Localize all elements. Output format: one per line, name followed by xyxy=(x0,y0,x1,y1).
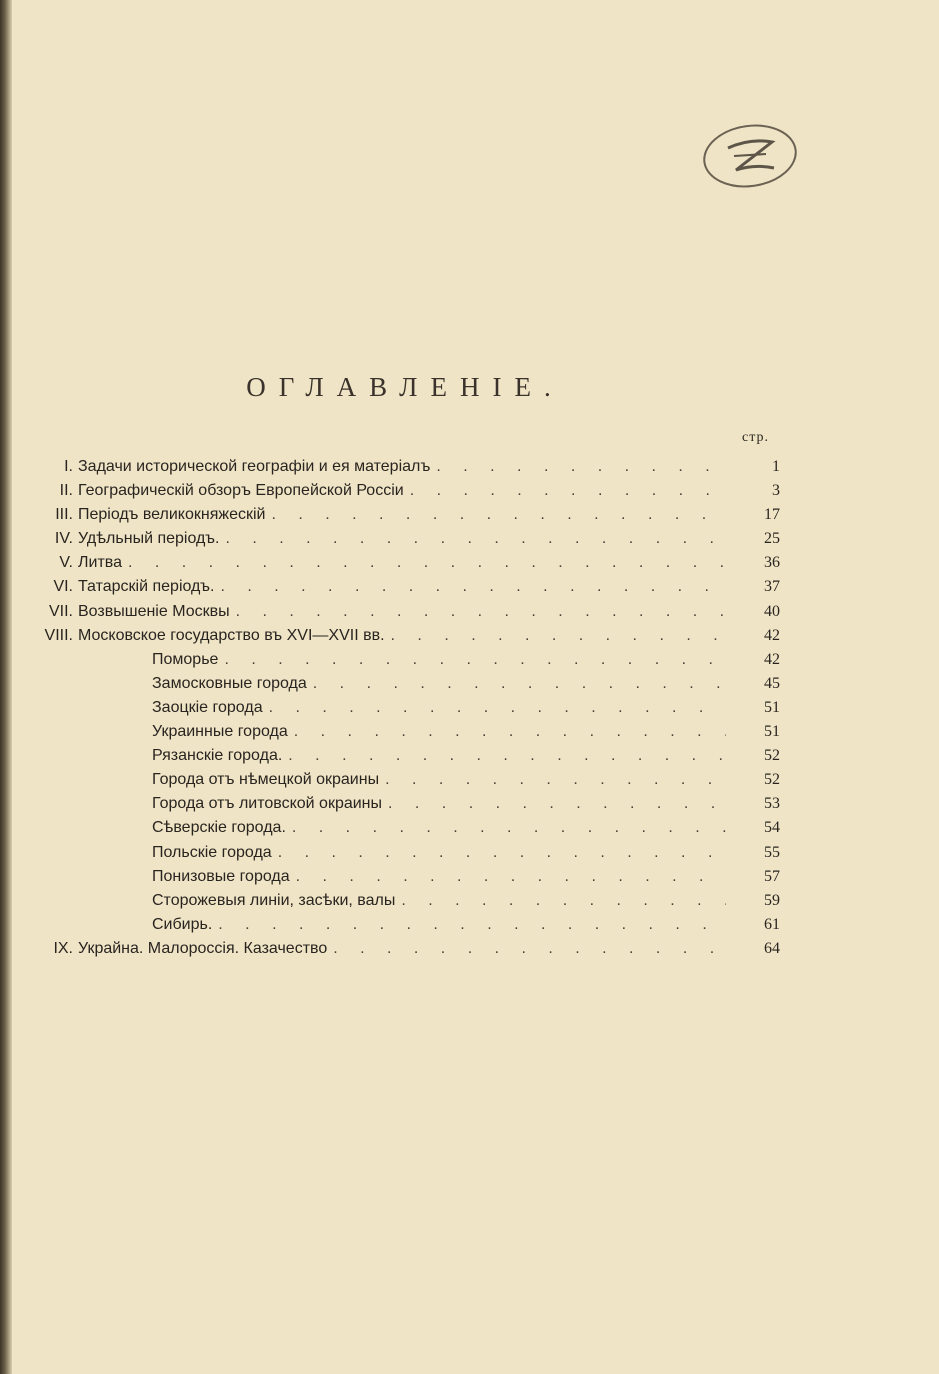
chapter-number: IV. xyxy=(54,530,73,548)
toc-entry xyxy=(0,892,800,916)
toc-entry xyxy=(0,675,800,699)
toc-entry xyxy=(0,530,800,554)
dot-leader xyxy=(278,844,726,862)
chapter-number: II. xyxy=(59,482,73,500)
entry-title: Сторожевыя линіи, засѣки, валы xyxy=(152,891,396,909)
dot-leader xyxy=(236,603,726,621)
entry-title: Поморье xyxy=(152,650,219,668)
page-number: 52 xyxy=(764,747,780,765)
dot-leader xyxy=(288,747,726,765)
dot-leader xyxy=(128,554,726,572)
toc-entry xyxy=(0,795,800,819)
chapter-number: IX. xyxy=(53,939,73,957)
page-number: 53 xyxy=(764,795,780,813)
toc-entry xyxy=(0,506,800,530)
entry-title: Замосковные города xyxy=(152,674,307,692)
page-title: ОГЛАВЛЕНІЕ. xyxy=(246,372,564,402)
page-number: 42 xyxy=(764,626,780,644)
entry-title: Сѣверскіе города. xyxy=(152,819,286,837)
entry-title: Удѣльный періодъ. xyxy=(78,530,220,548)
dot-leader xyxy=(410,482,726,500)
dot-leader xyxy=(269,699,726,717)
page-number: 64 xyxy=(764,939,780,957)
chapter-number: III. xyxy=(55,506,73,524)
entry-title: Задачи исторической географіи и ея матеріалъ xyxy=(78,458,431,475)
dot-leader xyxy=(391,627,726,645)
page-number: 36 xyxy=(764,554,780,572)
page-number: 3 xyxy=(772,482,780,500)
dot-leader xyxy=(224,651,726,669)
entry-title: Украйна. Малороссія. Казачество xyxy=(78,939,328,957)
page-number: 57 xyxy=(764,867,780,885)
dot-leader xyxy=(388,795,726,813)
entry-title: Литва xyxy=(78,554,122,572)
entry-title: Рязанскіе города. xyxy=(152,747,283,765)
page-column-label: стр. xyxy=(742,430,770,445)
dot-leader xyxy=(401,892,726,910)
toc-entry xyxy=(0,627,800,651)
page-number: 61 xyxy=(764,915,780,933)
toc-entry xyxy=(0,723,800,747)
chapter-number: VII. xyxy=(48,602,73,620)
toc-entry xyxy=(0,603,800,627)
page-number: 51 xyxy=(764,723,780,741)
page-number: 40 xyxy=(764,602,780,620)
dot-leader xyxy=(220,578,726,596)
page-number: 45 xyxy=(764,674,780,692)
entry-title: Понизовые города xyxy=(152,867,290,885)
dot-leader xyxy=(218,916,726,934)
page-number: 17 xyxy=(764,506,780,524)
toc-entry xyxy=(0,868,800,892)
entry-title: Московское государство въ XVI—XVII вв. xyxy=(78,626,385,644)
dot-leader xyxy=(385,771,726,789)
chapter-number: VIII. xyxy=(44,626,73,644)
entry-title: Украинные города xyxy=(152,723,288,741)
entry-title: Географическій обзоръ Европейской Россіи xyxy=(78,482,404,500)
entry-title: Періодъ великокняжескій xyxy=(78,506,266,524)
chapter-number: V. xyxy=(59,554,73,572)
toc-entry xyxy=(0,554,800,578)
entry-title: Заоцкіе города xyxy=(152,698,263,716)
entry-title: Города отъ литовской окраины xyxy=(152,795,383,813)
page-number: 42 xyxy=(764,650,780,668)
entry-title: Польскіе города xyxy=(152,843,272,861)
dot-leader xyxy=(313,675,726,693)
dot-leader xyxy=(225,530,726,548)
toc-entry xyxy=(0,916,800,940)
toc-entry xyxy=(0,819,800,843)
toc-entry xyxy=(0,651,800,675)
toc-entry xyxy=(0,747,800,771)
toc-entry xyxy=(0,578,800,602)
entry-title: Татарскій періодъ. xyxy=(78,578,215,596)
toc-entry xyxy=(0,458,800,482)
dot-leader xyxy=(294,723,726,741)
dot-leader xyxy=(296,868,726,886)
toc-entry xyxy=(0,771,800,795)
entry-title: Возвышеніе Москвы xyxy=(78,602,230,620)
dot-leader xyxy=(333,940,726,958)
page-number: 37 xyxy=(764,578,780,596)
dot-leader xyxy=(436,458,726,476)
page-number: 54 xyxy=(764,819,780,837)
toc-entry xyxy=(0,482,800,506)
page-number: 1 xyxy=(772,458,780,475)
toc-entry xyxy=(0,699,800,723)
dot-leader xyxy=(271,506,726,524)
chapter-number: I. xyxy=(64,458,73,475)
page-number: 25 xyxy=(764,530,780,548)
entry-title: Города отъ нѣмецкой окраины xyxy=(152,771,380,789)
monogram-stamp xyxy=(700,120,800,190)
page-number: 59 xyxy=(764,891,780,909)
chapter-number: VI. xyxy=(53,578,73,596)
page-number: 55 xyxy=(764,843,780,861)
table-of-contents xyxy=(0,458,800,964)
page-number: 52 xyxy=(764,771,780,789)
toc-entry xyxy=(0,940,800,964)
toc-entry xyxy=(0,844,800,868)
entry-title: Сибирь. xyxy=(152,915,213,933)
page-number: 51 xyxy=(764,698,780,716)
dot-leader xyxy=(292,819,726,837)
